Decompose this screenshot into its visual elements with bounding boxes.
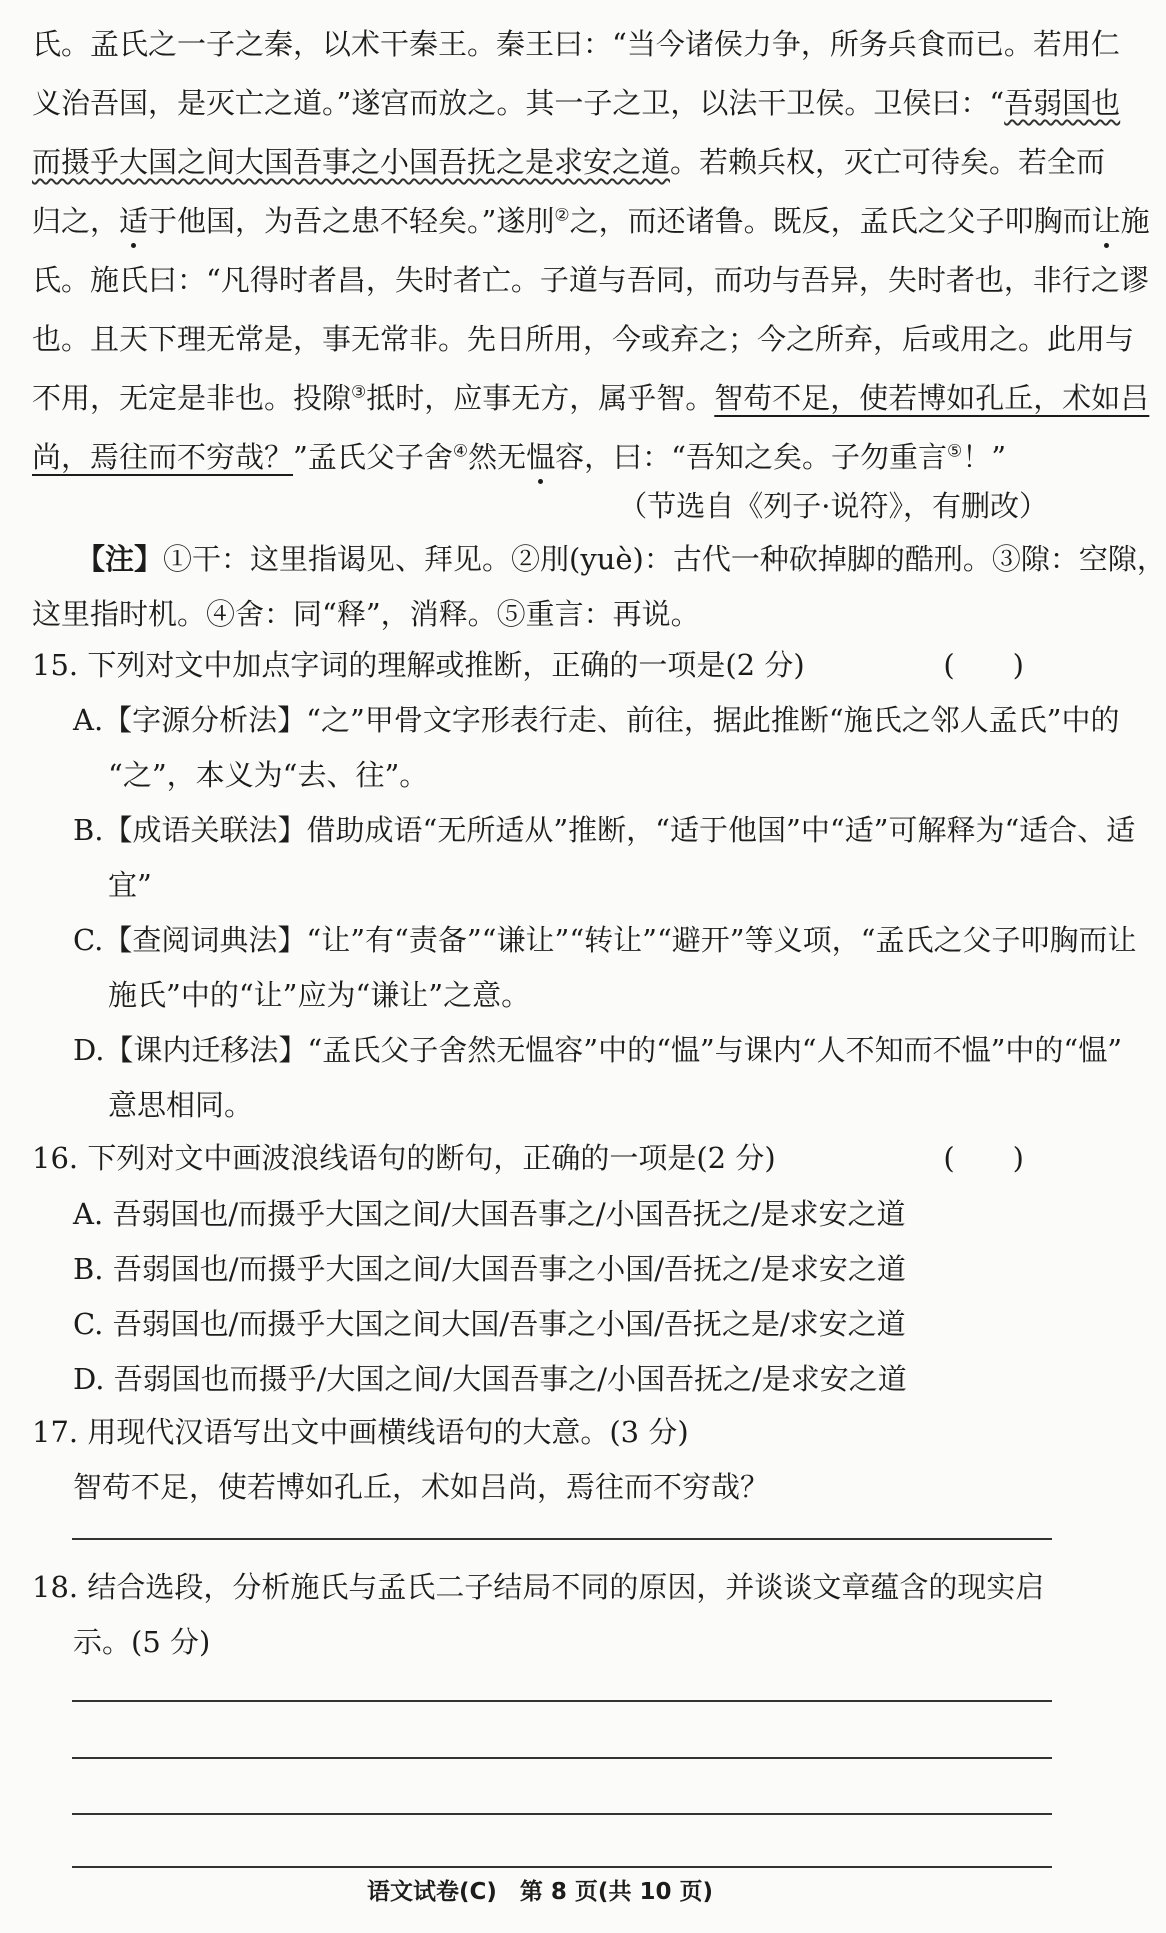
q16-option-c: C. 吾弱国也/而摄乎大国之间大国/吾事之小国/吾抚之是/求安之道 [73,1307,906,1341]
answer-line[interactable] [72,1866,1052,1868]
passage-line-7: 不用，无定是非也。投隙③抵时，应事无方，属乎智。智苟不足，使若博如孔丘，术如吕 [32,381,1150,415]
notes-label: 【注】 [76,542,164,576]
answer-paren: ( ) [943,1141,1024,1175]
answer-line[interactable] [72,1700,1052,1702]
q15-stem: 15. 下列对文中加点字词的理解或推断，正确的一项是(2 分) ( ) [32,645,1052,685]
answer-line[interactable] [72,1538,1052,1540]
q18-stem-cont: 示。(5 分) [73,1625,211,1659]
passage-line-5: 氏。施氏曰：“凡得时者昌，失时者亡。子道与吾同，而功与吾异，失时者也，非行之谬 [32,263,1149,297]
q17-stem: 17. 用现代汉语写出文中画横线语句的大意。(3 分) [32,1415,689,1449]
underlined-sentence: 智苟不足，使若博如孔丘，术如吕 [714,381,1150,415]
answer-line[interactable] [72,1757,1052,1759]
q15-option-d: D.【课内迁移法】“孟氏父子舍然无愠容”中的“愠”与课内“人不知而不愠”中的“愠” [73,1033,1123,1067]
dotted-word-shi: 适 [119,204,149,238]
notes-line-2: 这里指时机。④舍：同“释”，消释。⑤重言：再说。 [32,597,700,631]
passage-line-2: 义治吾国，是灭亡之道。”遂宫而放之。其一子之卫，以法干卫侯。卫侯曰：“吾弱国也 [32,86,1121,120]
passage-line-3: 而摄乎大国之间大国吾事之小国吾抚之是求安之道。若赖兵权，灭亡可待矣。若全而 [32,145,1106,179]
q18-stem: 18. 结合选段，分析施氏与孟氏二子结局不同的原因，并谈谈文章蕴含的现实启 [32,1570,1045,1604]
q15-option-a-cont: “之”，本义为“去、往”。 [108,758,429,792]
wavy-underlined-sentence: 吾弱国也 [1004,86,1121,120]
answer-line[interactable] [72,1813,1052,1815]
footnote-marker: ⑤ [946,441,963,462]
dotted-word-yun: 愠 [526,440,556,474]
q16-option-d: D. 吾弱国也而摄乎/大国之间/大国吾事之/小国吾抚之/是求安之道 [73,1362,907,1396]
dotted-word-rang: 让 [1091,204,1121,238]
underlined-sentence: 尚，焉往而不穷哉？ [32,440,294,474]
wavy-underlined-sentence: 而摄乎大国之间大国吾事之小国吾抚之是求安之道 [32,145,671,179]
q15-option-c-cont: 施氏”中的“让”应为“谦让”之意。 [108,978,531,1012]
q15-option-d-cont: 意思相同。 [108,1088,254,1122]
q16-option-b: B. 吾弱国也/而摄乎大国之间/大国吾事之小国/吾抚之/是求安之道 [73,1252,906,1286]
q16-stem: 16. 下列对文中画波浪线语句的断句，正确的一项是(2 分) ( ) [32,1138,1052,1178]
footnote-marker: ④ [452,441,469,462]
passage-line-1: 氏。孟氏之一子之秦，以术干秦王。秦王曰：“当今诸侯力争，所务兵食而已。若用仁 [32,27,1120,61]
q15-option-b-cont: 宜” [108,868,152,902]
footnote-marker: ③ [351,382,367,403]
q17-sentence: 智苟不足，使若博如孔丘，术如吕尚，焉往而不穷哉？ [73,1470,770,1504]
page-footer: 语文试卷(C) 第 8 页(共 10 页) [367,1879,713,1905]
notes-line-1: 【注】①干：这里指谒见、拜见。②刖(yuè)：古代一种砍掉脚的酷刑。③隙：空隙， [76,542,1166,576]
passage-source: （节选自《列子·说符》，有删改） [618,489,1048,523]
passage-line-4: 归之，适于他国，为吾之患不轻矣。”遂刖②之，而还诸鲁。既反，孟氏之父子叩胸而让施 [32,204,1150,238]
q15-option-c: C.【查阅词典法】“让”有“责备”“谦让”“转让”“避开”等义项，“孟氏之父子叩胸而让 [73,923,1137,957]
q15-option-a: A.【字源分析法】“之”甲骨文字形表行走、前往，据此推断“施氏之邻人孟氏”中的 [73,703,1120,737]
answer-paren: ( ) [943,648,1024,682]
q16-option-a: A. 吾弱国也/而摄乎大国之间/大国吾事之/小国吾抚之/是求安之道 [73,1197,906,1231]
passage-line-8: 尚，焉往而不穷哉？”孟氏父子舍④然无愠容，曰：“吾知之矣。子勿重言⑤！” [32,440,1007,474]
footnote-marker: ② [554,205,570,226]
passage-line-6: 也。且天下理无常是，事无常非。先日所用，今或弃之；今之所弃，后或用之。此用与 [32,322,1135,356]
q15-option-b: B.【成语关联法】借助成语“无所适从”推断，“适于他国”中“适”可解释为“适合、适 [73,813,1136,847]
